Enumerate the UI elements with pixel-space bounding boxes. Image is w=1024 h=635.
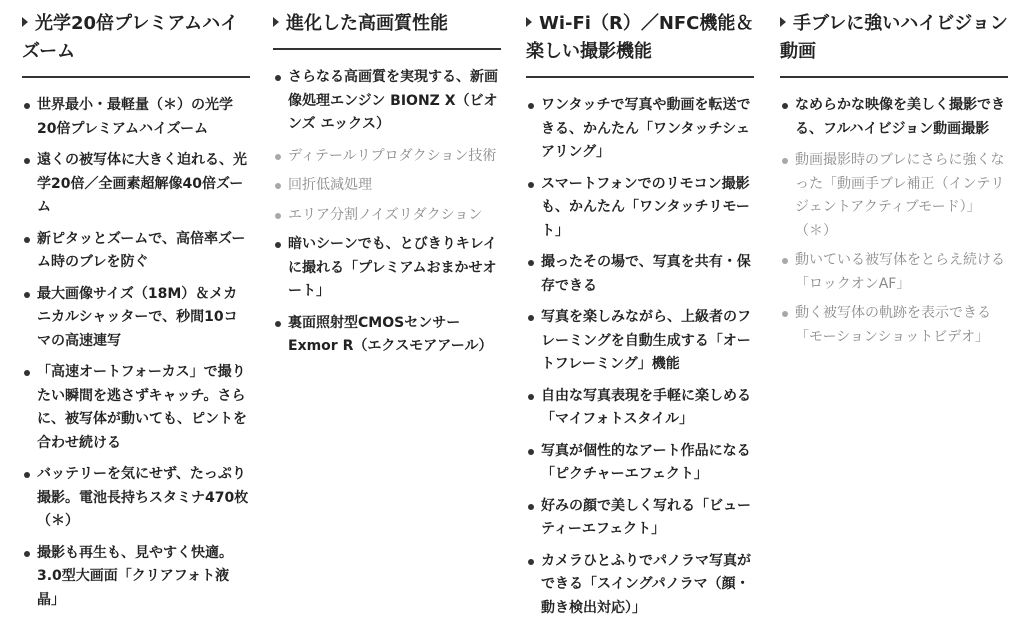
feature-item: バッテリーを気にせず、たっぷり撮影。電池長持ちスタミナ470枚（＊）: [22, 463, 250, 534]
feature-item: 写真が個性的なアート作品になる「ピクチャーエフェクト」: [526, 440, 754, 487]
feature-item: ワンタッチで写真や動画を転送できる、かんたん「ワンタッチシェアリング」: [526, 94, 754, 165]
column-heading-text: 手ブレに強いハイビジョン動画: [780, 13, 1008, 62]
feature-item: 好みの顔で美しく写れる「ビューティーエフェクト」: [526, 495, 754, 542]
caret-right-icon: [22, 17, 28, 27]
feature-sub-item: 動く被写体の軌跡を表示できる「モーションショットビデオ」: [780, 302, 1008, 349]
feature-item: さらなる高画質を実現する、新画像処理エンジン BIONZ X（ビオンズ エックス）: [273, 66, 501, 137]
feature-sub-item: 回折低減処理: [273, 174, 501, 198]
feature-item: 撮影も再生も、見やすく快適。3.0型大画面「クリアフォト液晶」: [22, 542, 250, 613]
feature-item: なめらかな映像を美しく撮影できる、フルハイビジョン動画撮影: [780, 94, 1008, 141]
feature-sub-item: ディテールリプロダクション技術: [273, 145, 501, 169]
caret-right-icon: [273, 17, 279, 27]
feature-item: 世界最小・最軽量（＊）の光学20倍プレミアムハイズーム: [22, 94, 250, 141]
column-heading[interactable]: [526, 10, 754, 78]
feature-column-zoom: [22, 10, 250, 620]
feature-list: [780, 94, 1008, 349]
feature-sub-item: 動いている被写体をとらえ続ける「ロックオンAF」: [780, 249, 1008, 296]
feature-item: 写真を楽しみながら、上級者のフレーミングを自動生成する「オートフレーミング」機能: [526, 306, 754, 377]
feature-item: 「高速オートフォーカス」で撮りたい瞬間を逃さずキャッチ。さらに、被写体が動いても、ピントを合わせ続ける: [22, 361, 250, 455]
column-heading[interactable]: [22, 10, 250, 78]
feature-item: カメラひとふりでパノラマ写真ができる「スイングパノラマ（顔・動き検出対応）」: [526, 550, 754, 621]
feature-item: 裏面照射型CMOSセンサー Exmor R（エクスモアアール）: [273, 312, 501, 359]
feature-column-wifi-nfc: [526, 10, 754, 628]
feature-item: 自由な写真表現を手軽に楽しめる「マイフォトスタイル」: [526, 385, 754, 432]
feature-item: 暗いシーンでも、とびきりキレイに撮れる「プレミアムおまかせオート」: [273, 233, 501, 304]
caret-right-icon: [526, 17, 532, 27]
column-heading-text: 進化した高画質性能: [286, 13, 448, 34]
feature-sub-item: 動画撮影時のブレにさらに強くなった「動画手ブレ補正（インテリジェントアクティブモード）」（＊）: [780, 149, 1008, 243]
column-heading[interactable]: [780, 10, 1008, 78]
feature-item: 撮ったその場で、写真を共有・保存できる: [526, 251, 754, 298]
feature-list: [22, 94, 250, 612]
caret-right-icon: [780, 17, 786, 27]
feature-list: [526, 94, 754, 620]
feature-sub-item: エリア分割ノイズリダクション: [273, 204, 501, 228]
feature-item: 遠くの被写体に大きく迫れる、光学20倍／全画素超解像40倍ズーム: [22, 149, 250, 220]
feature-column-image-quality: [273, 10, 501, 367]
column-heading-text: Wi-Fi（R）／NFC機能＆楽しい撮影機能: [526, 13, 754, 62]
column-heading-text: 光学20倍プレミアムハイズーム: [22, 13, 239, 62]
feature-item: 最大画像サイズ（18M）＆メカニカルシャッターで、秒間10コマの高速連写: [22, 283, 250, 354]
feature-list: [273, 66, 501, 359]
feature-column-video: [780, 10, 1008, 355]
feature-item: スマートフォンでのリモコン撮影も、かんたん「ワンタッチリモート」: [526, 173, 754, 244]
feature-item: 新ピタッとズームで、高倍率ズーム時のブレを防ぐ: [22, 228, 250, 275]
column-heading[interactable]: [273, 10, 501, 50]
